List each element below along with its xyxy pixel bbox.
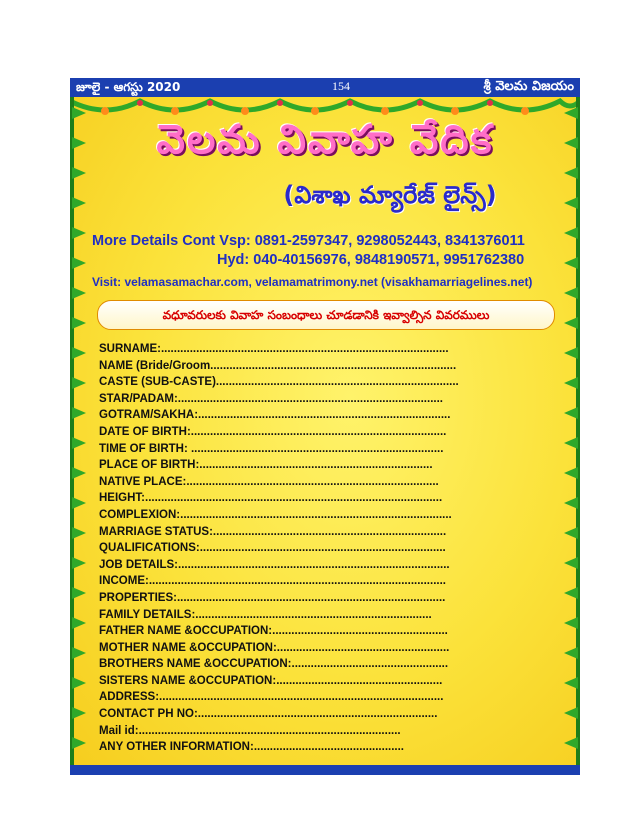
form-field: SURNAME:.......................................................................................... <box>99 343 449 355</box>
form-field: NAME (Bride/Groom............................................................................. <box>99 359 457 372</box>
footer-bar <box>70 765 580 775</box>
visit-websites: Visit: velamasamachar.com, velamamatrimony.net (visakhamarriagelines.net) <box>92 275 533 289</box>
form-field: FATHER NAME &OCCUPATION:....................................................... <box>99 625 448 638</box>
form-field: SISTERS NAME &OCCUPATION:.................................................... <box>99 674 443 687</box>
poster-subtitle: (విశాఖ మ్యారేజ్ లైన్స్) <box>283 181 497 209</box>
form-field: CASTE (SUB-CASTE)............................................................................ <box>99 376 459 389</box>
form-field: COMPLEXION:..................................................................................... <box>99 508 452 521</box>
form-field: GOTRAM/SAKHA:............................................................................... <box>99 409 451 422</box>
form-field: TIME OF BIRTH: ............................................................................... <box>99 442 444 455</box>
form-field: Mail id:.................................................................................. <box>99 724 401 737</box>
magazine-name: శ్రీ వెలమ విజయం <box>483 79 574 94</box>
matrimony-poster <box>70 97 580 767</box>
header-bar <box>70 78 580 97</box>
form-field: HEIGHT:............................................................................................. <box>99 492 443 505</box>
form-field: FAMILY DETAILS:.......................................................................... <box>99 608 432 621</box>
contact-vsp: More Details Cont Vsp: 0891-2597347, 9298052443, 8341376011 <box>92 233 525 249</box>
form-field: PROPERTIES:.................................................................................... <box>99 591 446 604</box>
form-field: JOB DETAILS:..................................................................................... <box>99 558 450 571</box>
poster-title: వెలమ వివాహ వేదిక <box>156 117 494 163</box>
form-field: BROTHERS NAME &OCCUPATION:................................................. <box>99 658 449 671</box>
page-number: 154 <box>332 79 350 93</box>
right-leaf-border <box>562 97 580 767</box>
form-field: PLACE OF BIRTH:......................................................................... <box>99 459 433 472</box>
form-field: NATIVE PLACE:............................................................................... <box>99 475 439 488</box>
form-field: ANY OTHER INFORMATION:............................................... <box>99 741 404 754</box>
form-field: MOTHER NAME &OCCUPATION:...................................................... <box>99 641 450 654</box>
form-field: CONTACT PH NO:........................................................................... <box>99 708 438 721</box>
form-field: QUALIFICATIONS:............................................................................. <box>99 542 446 555</box>
banner-text: వధూవరులకు వివాహ సంబంధాలు చూడడానికి ఇవ్వాల్సిన వివరములు <box>162 308 490 322</box>
form-field: DATE OF BIRTH:................................................................................ <box>99 425 447 438</box>
form-field: INCOME:............................................................................................. <box>99 575 446 588</box>
contact-hyd: Hyd: 040-40156976, 9848190571, 9951762380 <box>217 252 525 268</box>
form-field: ADDRESS:......................................................................................... <box>99 691 444 704</box>
form-field: STAR/PADAM:................................................................................... <box>99 392 443 405</box>
info-banner <box>97 300 555 330</box>
issue-date: జూలై - ఆగస్టు 2020 <box>76 80 181 94</box>
details-form <box>99 341 519 756</box>
left-leaf-border <box>70 97 88 767</box>
form-field: MARRIAGE STATUS:......................................................................... <box>99 525 447 538</box>
